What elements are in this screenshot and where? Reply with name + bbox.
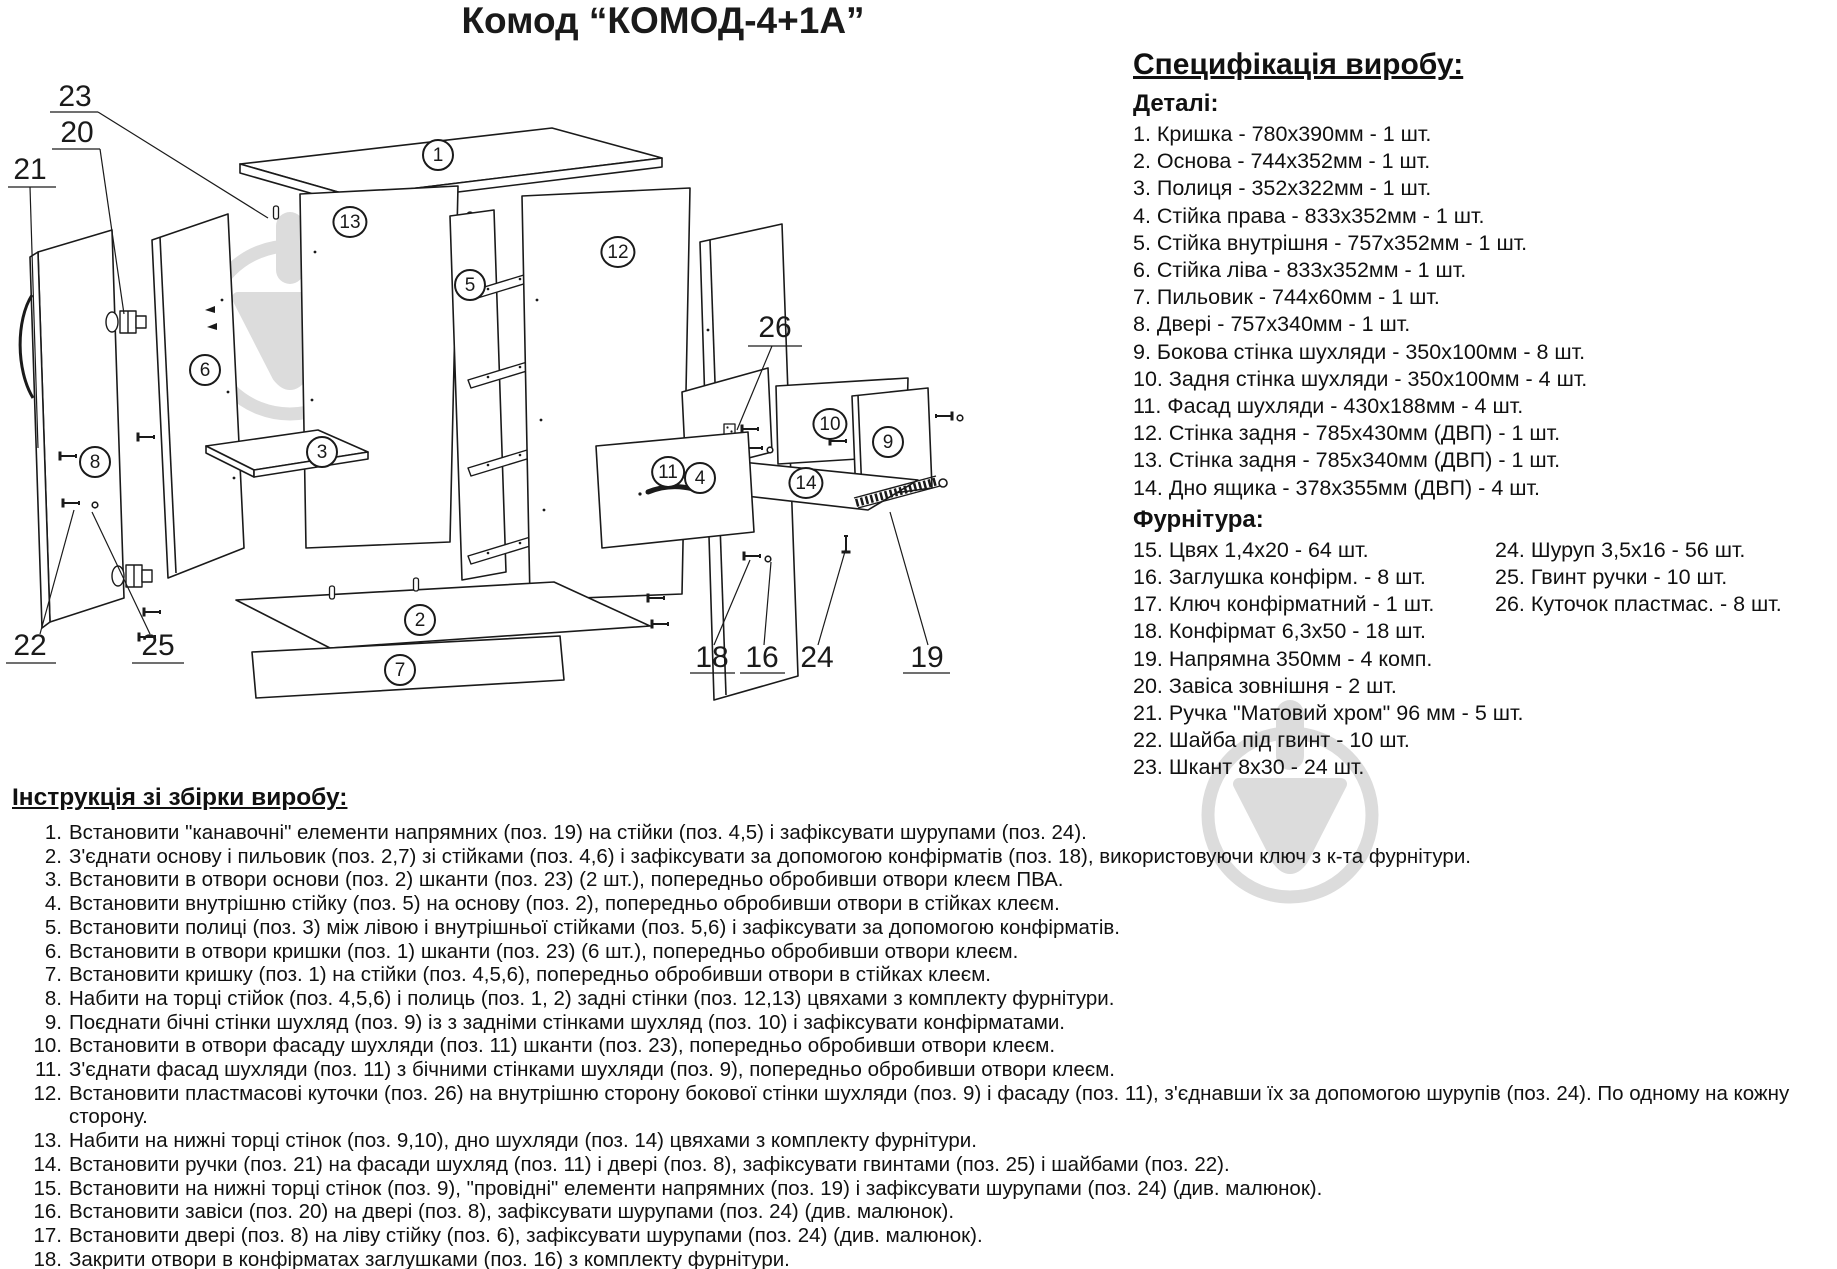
part-number-badge: 6 bbox=[189, 354, 221, 386]
step-number: 16. bbox=[33, 1200, 62, 1224]
assembly-diagram bbox=[0, 0, 980, 780]
hardware-row bbox=[1133, 591, 1837, 618]
detail-item: 14. Дно ящика - 378х355мм (ДВП) - 4 шт. bbox=[1133, 475, 1540, 500]
step-text: Встановити пластмасові куточки (поз. 26) на внутрішню сторону бокової стінки шухляди (поз. 9) і фасаду (поз. 11), з'єднавши їх за допомогою шурупів (поз. 24). По одному на кожну сторону. bbox=[69, 1081, 1790, 1129]
part-number-badge: 2 bbox=[404, 604, 436, 636]
step-text: Набити на торці стійок (поз. 4,5,6) і полиць (поз. 1, 2) задні стінки (поз. 12,13) цвяхами з комплекту фурнітури. bbox=[69, 986, 1115, 1010]
hardware-callout-label: 20 bbox=[60, 116, 94, 149]
instruction-step bbox=[12, 868, 1830, 892]
step-text: З'єднати фасад шухляди (поз. 11) з бічними стінками шухляди (поз. 9), попередньо обробивши отвори клеєм. bbox=[69, 1058, 1115, 1082]
step-text: Встановити завіси (поз. 20) на двері (поз. 8), зафіксувати шурупами (поз. 24) (див. малюнок). bbox=[69, 1200, 955, 1224]
hardware-callout-label: 24 bbox=[800, 641, 834, 674]
detail-item: 8. Двері - 757х340мм - 1 шт. bbox=[1133, 312, 1411, 337]
hardware-callout-label: 23 bbox=[58, 80, 92, 113]
step-text: Встановити полиці (поз. 3) між лівою і внутрішньої стійками (поз. 5,6) і зафіксувати за допомогою конфірматів. bbox=[69, 915, 1120, 939]
part-number-badge: 8 bbox=[79, 446, 111, 478]
part-number-badge: 9 bbox=[872, 426, 904, 458]
instruction-step bbox=[12, 845, 1830, 869]
hardware-item: 15. Цвях 1,4х20 - 64 шт. bbox=[1133, 537, 1369, 562]
spec-hardware-heading: Фурнітура: bbox=[1133, 505, 1264, 533]
hardware-item: 26. Куточок пластмас. - 8 шт. bbox=[1495, 592, 1782, 617]
instruction-list bbox=[12, 821, 1830, 1269]
instruction-step bbox=[12, 1200, 1830, 1224]
hardware-row bbox=[1133, 673, 1837, 700]
hardware-item bbox=[1495, 618, 1837, 645]
hardware-callout-label: 19 bbox=[910, 641, 944, 674]
detail-item: 12. Стінка задня - 785х430мм (ДВП) - 1 шт. bbox=[1133, 421, 1561, 446]
hardware-item: 19. Напрямна 350мм - 4 комп. bbox=[1133, 646, 1433, 671]
instruction-step bbox=[12, 940, 1830, 964]
instruction-step bbox=[12, 1011, 1830, 1035]
page-title: Комод “КОМОД-4+1А” bbox=[461, 0, 865, 41]
hardware-list bbox=[1133, 537, 1837, 782]
part-number-badge: 7 bbox=[384, 654, 416, 686]
step-text: Встановити кришку (поз. 1) на стійки (поз. 4,5,6), попередньо обробивши отвори в стійках клеєм. bbox=[69, 963, 991, 987]
hardware-item: 20. Завіса зовнішня - 2 шт. bbox=[1133, 673, 1397, 698]
step-number: 12. bbox=[33, 1081, 62, 1105]
step-number: 11. bbox=[35, 1058, 62, 1082]
step-number: 14. bbox=[33, 1152, 62, 1176]
detail-item: 2. Основа - 744х352мм - 1 шт. bbox=[1133, 149, 1431, 174]
step-number: 6. bbox=[44, 939, 62, 963]
hardware-item: 22. Шайба під гвинт - 10 шт. bbox=[1133, 728, 1410, 753]
hardware-item: 16. Заглушка конфірм. - 8 шт. bbox=[1133, 565, 1426, 590]
part-number-badge: 12 bbox=[600, 236, 635, 268]
hardware-item: 18. Конфірмат 6,3х50 - 18 шт. bbox=[1133, 619, 1426, 644]
step-number: 13. bbox=[33, 1129, 62, 1153]
hardware-item: 23. Шкант 8х30 - 24 шт. bbox=[1133, 755, 1365, 780]
instruction-step bbox=[12, 1224, 1830, 1248]
step-text: Встановити в отвори основи (поз. 2) шканти (поз. 23) (2 шт.), попередньо обробивши отвори клеєм ПВА. bbox=[69, 868, 1064, 892]
instruction-step bbox=[12, 821, 1830, 845]
spec-heading: Специфікація виробу: bbox=[1133, 48, 1464, 81]
instruction-step bbox=[12, 1248, 1830, 1269]
details-list bbox=[1133, 121, 1837, 502]
part-number-badge: 1 bbox=[422, 139, 454, 171]
detail-item: 9. Бокова стінка шухляди - 350х100мм - 8 шт. bbox=[1133, 339, 1586, 364]
detail-item: 11. Фасад шухляди - 430х188мм - 4 шт. bbox=[1133, 394, 1524, 419]
hardware-callout-label: 25 bbox=[141, 629, 175, 662]
instruction-step bbox=[12, 1034, 1830, 1058]
instruction-step bbox=[12, 1129, 1830, 1153]
hardware-item bbox=[1495, 700, 1837, 727]
hardware-item: 17. Ключ конфірматний - 1 шт. bbox=[1133, 592, 1435, 617]
hardware-item bbox=[1495, 727, 1837, 754]
instruction-step bbox=[12, 987, 1830, 1011]
detail-item: 1. Кришка - 780х390мм - 1 шт. bbox=[1133, 122, 1432, 146]
instruction-step bbox=[12, 892, 1830, 916]
detail-item: 13. Стінка задня - 785х340мм (ДВП) - 1 шт. bbox=[1133, 448, 1561, 473]
spec-details-heading: Деталі: bbox=[1133, 90, 1219, 117]
hardware-callout-label: 18 bbox=[695, 641, 729, 674]
instruction-step bbox=[12, 1082, 1830, 1129]
step-number: 18. bbox=[33, 1247, 62, 1269]
hardware-callout-label: 26 bbox=[758, 311, 792, 344]
step-text: Встановити на нижні торці стінок (поз. 9), "провідні" елементи напрямних (поз. 19) і зафіксувати шурупами (поз. 24) (див. малюнок). bbox=[69, 1176, 1323, 1200]
hardware-callout-label: 21 bbox=[13, 153, 47, 186]
part-number-badge: 11 bbox=[651, 456, 685, 488]
hardware-row bbox=[1133, 700, 1837, 727]
hardware-row bbox=[1133, 537, 1837, 564]
part-number-badge: 14 bbox=[788, 467, 823, 499]
hardware-item bbox=[1495, 673, 1837, 700]
assembly-instructions bbox=[12, 784, 1830, 1269]
instruction-step bbox=[12, 1153, 1830, 1177]
step-number: 1. bbox=[44, 821, 62, 844]
hardware-callout-label: 16 bbox=[745, 641, 779, 674]
detail-item: 4. Стійка права - 833х352мм - 1 шт. bbox=[1133, 203, 1485, 228]
step-text: Встановити двері (поз. 8) на ліву стійку (поз. 6), зафіксувати шурупами (поз. 24) (див. малюнок). bbox=[69, 1223, 983, 1247]
step-number: 15. bbox=[33, 1176, 62, 1200]
instruction-step bbox=[12, 963, 1830, 987]
detail-item: 5. Стійка внутрішня - 757х352мм - 1 шт. bbox=[1133, 230, 1528, 255]
step-number: 7. bbox=[44, 963, 62, 987]
step-number: 2. bbox=[44, 844, 62, 868]
part-number-badge: 10 bbox=[812, 408, 847, 440]
step-text: Встановити в отвори кришки (поз. 1) шканти (поз. 23) (6 шт.), попередньо обробивши отвори клеєм. bbox=[69, 939, 1019, 963]
detail-item: 3. Полиця - 352х322мм - 1 шт. bbox=[1133, 176, 1432, 201]
hardware-item bbox=[1495, 646, 1837, 673]
step-number: 5. bbox=[44, 915, 62, 939]
step-text: Поєднати бічні стінки шухляд (поз. 9) із з задніми стінками шухляд (поз. 10) і зафіксувати конфірматами. bbox=[69, 1010, 1066, 1034]
part-number-badge: 3 bbox=[306, 436, 338, 468]
hardware-item: 24. Шуруп 3,5х16 - 56 шт. bbox=[1495, 537, 1746, 562]
specification-panel bbox=[1133, 48, 1837, 782]
step-text: З'єднати основу і пильовик (поз. 2,7) зі стійками (поз. 4,6) і зафіксувати за допомогою конфірматів (поз. 18), використовуючи ключ з к-та фурнітури. bbox=[69, 844, 1471, 868]
step-number: 17. bbox=[33, 1223, 62, 1247]
step-text: Набити на нижні торці стінок (поз. 9,10), дно шухляди (поз. 14) цвяхами з комплекту фурнітури. bbox=[69, 1129, 977, 1153]
step-number: 8. bbox=[44, 986, 62, 1010]
hardware-item: 25. Гвинт ручки - 10 шт. bbox=[1495, 565, 1728, 590]
step-text: Встановити "канавочні" елементи напрямних (поз. 19) на стійки (поз. 4,5) і зафіксувати шурупами (поз. 24). bbox=[69, 821, 1087, 844]
detail-item: 6. Стійка ліва - 833х352мм - 1 шт. bbox=[1133, 258, 1467, 283]
step-number: 9. bbox=[44, 1010, 62, 1034]
step-number: 10. bbox=[33, 1034, 62, 1058]
part-number-badge: 5 bbox=[454, 269, 486, 301]
hardware-row bbox=[1133, 618, 1837, 645]
hardware-item bbox=[1495, 754, 1837, 781]
hardware-row bbox=[1133, 646, 1837, 673]
step-number: 4. bbox=[44, 892, 62, 916]
hardware-row bbox=[1133, 754, 1837, 781]
step-text: Встановити ручки (поз. 21) на фасади шухляд (поз. 11) і двері (поз. 8), зафіксувати гвинтами (поз. 25) і шайбами (поз. 22). bbox=[69, 1152, 1230, 1176]
part-number-badge: 13 bbox=[332, 206, 367, 238]
step-text: Встановити в отвори фасаду шухляди (поз. 11) шканти (поз. 23), попередньо обробивши отвори клеєм. bbox=[69, 1034, 1056, 1058]
hardware-row bbox=[1133, 727, 1837, 754]
hardware-item: 21. Ручка "Матовий хром" 96 мм - 5 шт. bbox=[1133, 701, 1524, 726]
step-text: Закрити отвори в конфірматах заглушками (поз. 16) з комплекту фурнітури. bbox=[69, 1247, 790, 1269]
hardware-row bbox=[1133, 564, 1837, 591]
part-number-badge: 4 bbox=[684, 462, 716, 494]
step-text: Встановити внутрішню стійку (поз. 5) на основу (поз. 2), попередньо обробивши отвори в стійках клеєм. bbox=[69, 892, 1060, 916]
step-number: 3. bbox=[44, 868, 62, 892]
instruction-step bbox=[12, 1058, 1830, 1082]
detail-item: 10. Задня стінка шухляди - 350х100мм - 4 шт. bbox=[1133, 366, 1588, 391]
hardware-callout-label: 22 bbox=[13, 629, 47, 662]
detail-item: 7. Пильовик - 744х60мм - 1 шт. bbox=[1133, 285, 1440, 310]
instruction-step bbox=[12, 1177, 1830, 1201]
instructions-heading: Інструкція зі збірки виробу: bbox=[12, 784, 348, 811]
instruction-step bbox=[12, 916, 1830, 940]
